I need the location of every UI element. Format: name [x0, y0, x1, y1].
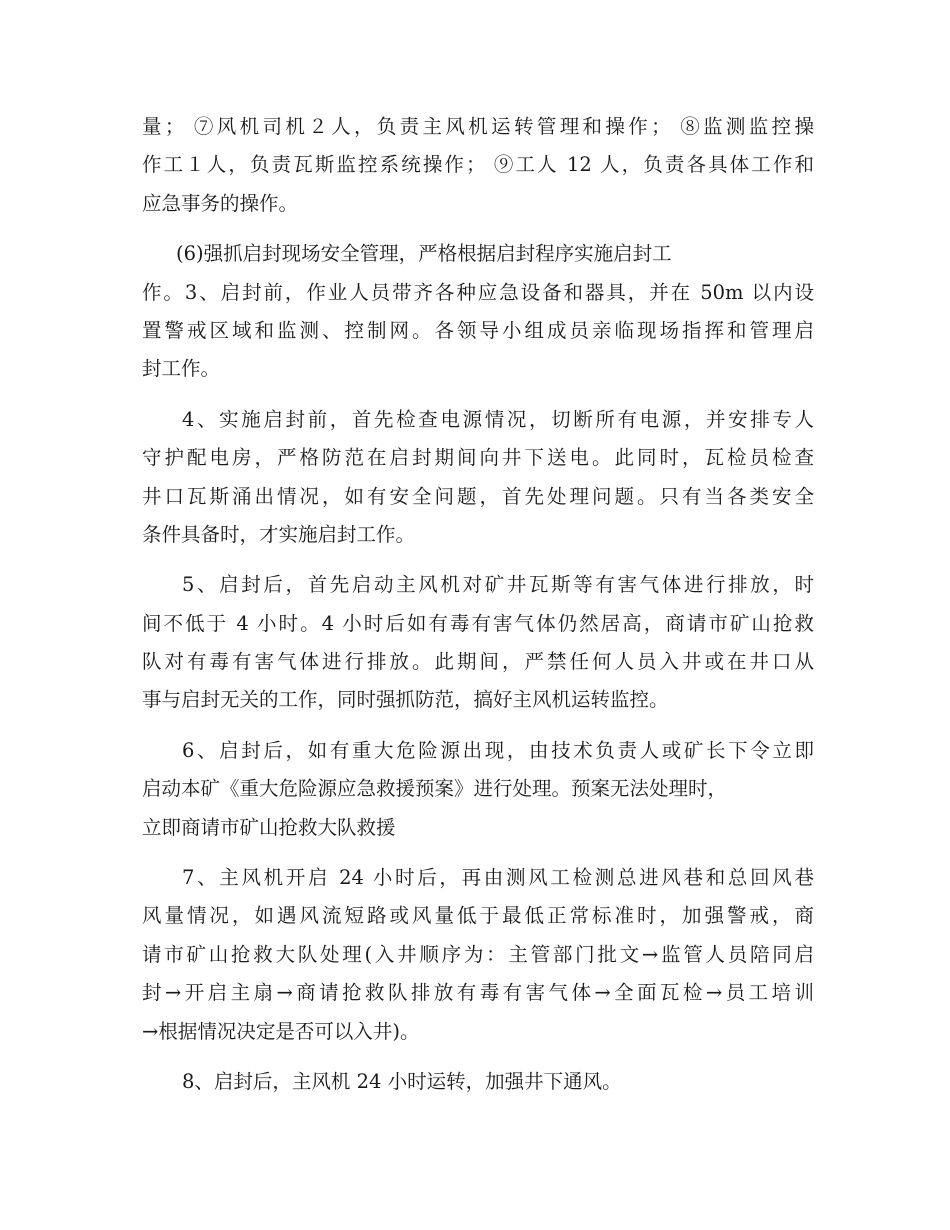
- text-line: 守护配电房，严格防范在启封期间向井下送电。此同时，瓦检员检查: [142, 446, 814, 470]
- text-line: 封工作。: [142, 357, 221, 381]
- text-line: 启动本矿《重大危险源应急救援预案》进行处理。预案无法处理时，: [142, 777, 728, 801]
- text-line: (6)强抓启封现场安全管理，严格根据启封程序实施启封工: [176, 242, 672, 266]
- paragraph-step-5: [142, 566, 814, 720]
- text-line: 作工１人，负责瓦斯监控系统操作； ⑨工人 12 人，负责各具体工作和: [142, 153, 814, 177]
- paragraph-step-7: [142, 859, 814, 1051]
- text-line: 请市矿山抢救大队处理(入井顺序为：主管部门批文→监管人员陪同启: [142, 942, 814, 966]
- text-line: 间不低于 4 小时。4 小时后如有毒有害气体仍然居高，商请市矿山抢救: [142, 611, 814, 635]
- text-line: 封→开启主扇→商请抢救队排放有毒有害气体→全面瓦检→员工培训: [142, 981, 814, 1005]
- paragraph-step-6: [142, 732, 814, 847]
- text-line: 应急事务的操作。: [142, 191, 299, 215]
- text-line: →根据情况决定是否可以入井)。: [142, 1019, 420, 1043]
- text-line: 8、启封后，主风机 24 小时运转，加强井下通风。: [182, 1069, 622, 1093]
- text-line: 风量情况，如遇风流短路或风量低于最低正常标准时，加强警戒，商: [142, 904, 814, 928]
- document-page: [142, 108, 814, 1113]
- text-line: 井口瓦斯涌出情况，如有安全问题，首先处理问题。只有当各类安全: [142, 484, 814, 508]
- text-line: 条件具备时，才实施启封工作。: [142, 522, 416, 546]
- text-line: 7、主风机开启 24 小时后，再由测风工检测总进风巷和总回风巷: [182, 866, 814, 890]
- text-line: 队对有毒有害气体进行排放。此期间，严禁任何人员入井或在井口从: [142, 650, 814, 674]
- text-line: 6、启封后，如有重大危险源出现，由技术负责人或矿长下令立即: [182, 738, 814, 762]
- text-line: 量； ⑦风机司机２人，负责主风机运转管理和操作； ⑧监测监控操: [142, 115, 814, 138]
- text-line: 4、实施启封前，首先检查电源情况，切断所有电源，并安排专人: [182, 407, 814, 431]
- paragraph-step-8: [142, 1063, 814, 1101]
- text-line: 立即商请市矿山抢救大队救援: [142, 815, 396, 839]
- text-line: 5、启封后，首先启动主风机对矿井瓦斯等有害气体进行排放，时: [182, 573, 814, 597]
- text-line: 作。3、启封前，作业人员带齐各种应急设备和器具，并在 50m 以内设: [142, 280, 814, 304]
- paragraph-site-safety: [142, 235, 814, 389]
- paragraph-step-4: [142, 401, 814, 555]
- paragraph-personnel-roles: [142, 108, 814, 223]
- text-line: 置警戒区域和监测、控制网。各领导小组成员亲临现场指挥和管理启: [142, 318, 814, 342]
- text-line: 事与启封无关的工作，同时强抓防范，搞好主风机运转监控。: [142, 688, 669, 712]
